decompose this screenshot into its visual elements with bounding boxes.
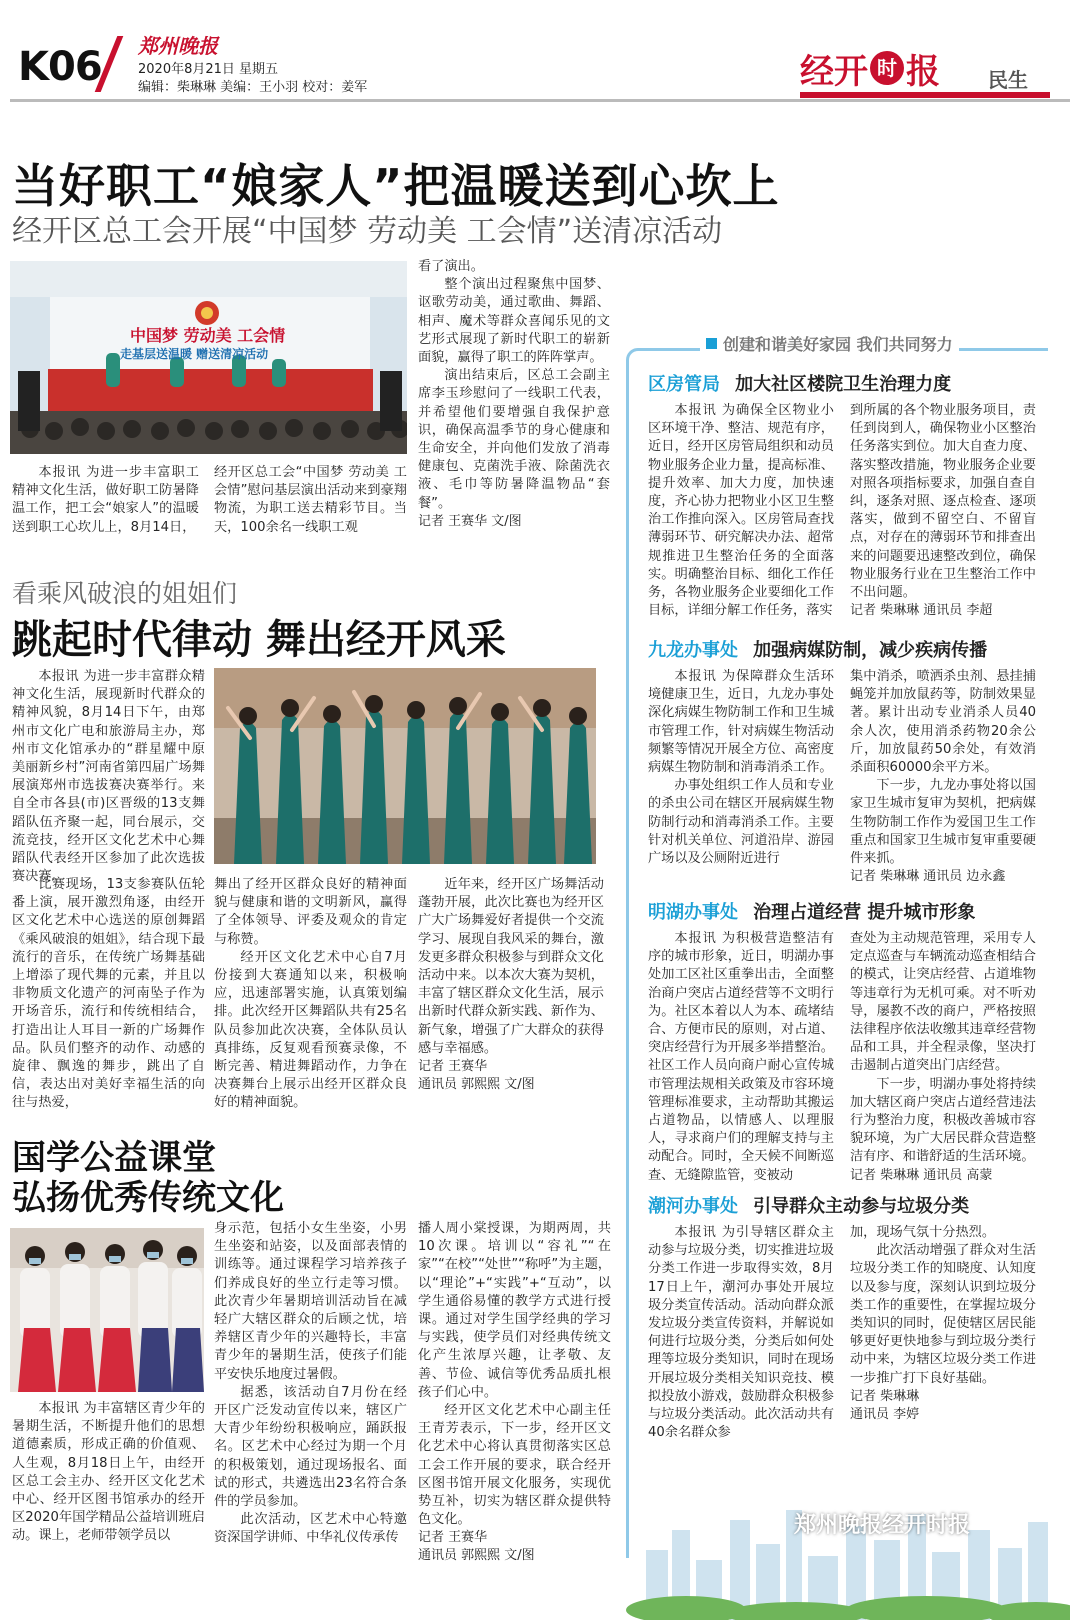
column-section: 民生 — [988, 68, 1028, 92]
article2-kicker: 看乘风破浪的姐姐们 — [12, 579, 238, 608]
article3-intro: 本报讯 为丰富辖区青少年的暑期生活，不断提升他们的思想道德素质，形成正确的价值观、人生观，8月18日上午，由经开区总工会主办、经开区文化艺术中心、经开区图书馆承办的经开区2020年国学精品公益培训班启动。课上，老师带领学员以 — [12, 1401, 205, 1544]
article2-photo — [214, 668, 596, 864]
article1-byline: 记者 王赛华 文/图 — [418, 513, 522, 529]
article2-col3: 近年来，经开区广场舞活动蓬勃开展，此次比赛也为经开区广大广场舞爱好者提供一个交流学习、展现自我风采的舞台，激发更多群众积极参与到群众文化活动中来。以本次大赛为契机，丰富了辖区群众文化生活，展示出新时代群众新实践、新作为、新气象，增强了广大群众的获得感与幸福感。 记者 王赛华 通讯员 郭熙熙 文/图 — [418, 877, 604, 1093]
sidebar-item-1-col2: 到所属的各个物业服务项目，责任到岗到人，确保物业小区整治任务落实到位。加大自查力度、落实整改措施，物业服务企业要对照各项指标要求，加强自查自纠，逐条对照、逐点检查、逐项落实，做到不留空白、不留盲点，对存在的薄弱环节和排查出来的问题要迅速整改到位，确保物业服务行业在卫生整治工作中不出问题。 记者 柴琳琳 通讯员 李超 — [850, 403, 1036, 619]
column-name — [800, 46, 940, 90]
article3-byline-2: 通讯员 郭熙熙 文/图 — [418, 1548, 535, 1564]
date-line: 2020年8月21日 星期五 — [138, 62, 279, 77]
masthead-gray-rule — [10, 99, 1070, 102]
sidebar-item-4-col1: 本报讯 为引导辖区群众主动参与垃圾分类，切实推进垃圾分类工作进一步取得实效，8月17日上午，潮河办事处开展垃圾分类宣传活动。活动向群众派发垃圾分类宣传资料，并解说如何进行垃圾分类，分类后如何处理等垃圾分类知识，同时在现场开展垃圾分类相关知识竞技、模拟投放小游戏，鼓励群众积极参与垃圾分类活动。此次活动共有40余名群众参 — [648, 1225, 834, 1441]
sidebar-item-4-title: 引导群众主动参与垃圾分类 — [753, 1196, 970, 1217]
watermark-text: 郑州晚报经开时报 — [794, 1513, 971, 1538]
article2-intro: 本报讯 为进一步丰富群众精神文化生活，展现新时代群众的精神风貌，8月14日下午，由郑州市文化广电和旅游局主办，郑州市文化馆承办的“群星耀中原 美丽新乡村”河南省第四届广场舞展演郑州市选拔赛决赛举行。来自全市各县(市)区晋级的13支舞蹈队伍齐聚一起，同台展示，交流竞技，经开区文化艺术中心舞蹈队代表经开区参加了此次选拔赛决赛。 — [12, 669, 205, 885]
article1-col3: 看了演出。 整个演出过程聚焦中国梦、讴歌劳动美，通过歌曲、舞蹈、相声、魔术等群众喜闻乐见的文艺形式展现了新时代职工的崭新面貌，赢得了职工的阵阵掌声。 演出结束后，区总工会副主席李玉珍慰问了一线职工代表，并希望他们要增强自我保护意识，确保高温季节的身心健康和生命安全，并向他们发放了消毒健康包、克菌洗手液、除菌洗衣液、毛巾等防暑降温物品“套餐”。 记者 王赛华 文/图 — [418, 259, 610, 529]
watermark — [760, 1508, 970, 1539]
article2-headline: 跳起时代律动 舞出经开风采 — [12, 617, 506, 663]
photo-banner-text-1: 中国梦 劳动美 工会情 — [130, 326, 286, 345]
sidebar-item-3-byline: 记者 柴琳琳 通讯员 高蒙 — [850, 1167, 993, 1183]
sidebar-item-1-col1: 本报讯 为确保全区物业小区环境干净、整洁、规范有序，近日，经开区房管局组织和动员物业服务企业力量，提高标准、提升效率、加大力度，加快速度，齐心协力把物业小区卫生整治工作推向深入。区房管局查找薄弱环节、研究解决办法、超常规推进卫生整治任务的全面落实。明确整治目标、细化工作任务，各物业服务企业要细化工作目标，详细分解工作任务，落实 — [648, 403, 834, 619]
sidebar-item-3-title: 治理占道经营 提升城市形象 — [753, 902, 976, 923]
article1-headline: 当好职工“娘家人”把温暖送到心坎上 — [12, 159, 780, 213]
sidebar-item-4-byline-2: 通讯员 李婷 — [850, 1406, 920, 1422]
sidebar-banner — [700, 332, 959, 355]
sidebar-item-3-col1: 本报讯 为积极营造整洁有序的城市形象，近日，明湖办事处加工区社区重拳出击，全面整治商户突店占道经营等不文明行为。社区本着以人为本、疏堵结合、方便市民的原则，对占道、突店经营行为开展多举措整治。社区工作人员向商户耐心宣传城市管理法规相关政策及市容环境管理标准要求，主动帮助其搬运占道物品，以情感人、以理服人，寻求商户们的理解支持与主动配合。同时，全天候不间断巡查、无缝隙监管，变被动 — [648, 931, 834, 1183]
sidebar-item-3-header — [648, 898, 975, 924]
article1-col2: 经开区总工会“中国梦 劳动美 工会情”慰问基层演出活动来到豪翔物流，为职工送去精彩节目。当天，100余名一线职工观 — [214, 465, 407, 535]
article1-photo — [10, 261, 407, 454]
sidebar-item-2-col2: 集中消杀，喷洒杀虫剂、悬挂捕蝇笼并加放鼠药等，防制效果显著。累计出动专业消杀人员40余人次，使用消杀药物20余公斤，加放鼠药50余处，有效消杀面积60000余平方米。 下一步，九龙办事处将以国家卫生城市复审为契机，把病媒生物防制工作作为爱国卫生工作重点和国家卫生城市复审重要硬件来抓。 记者 柴琳琳 通讯员 边永鑫 — [850, 669, 1036, 885]
masthead — [0, 0, 1080, 104]
paper-name: 郑州晚报 — [138, 34, 218, 58]
article1-col1: 本报讯 为进一步丰富职工精神文化生活，做好职工防暑降温工作，把工会“娘家人”的温暖送到职工心坎儿上，8月14日， — [12, 465, 199, 535]
masthead-red-rule — [800, 92, 1050, 98]
sidebar-item-1-dept: 区房管局 — [648, 374, 720, 395]
sidebar-item-1-title: 加大社区楼院卫生治理力度 — [735, 374, 952, 395]
article3-photo-art — [10, 1228, 204, 1392]
sidebar-item-2-header — [648, 636, 987, 662]
article3-col1: 身示范，包括小女生坐姿，小男生坐姿和站姿，以及面部表情的训练等。通过课程学习培养孩子们养成良好的坐立行走等习惯。此次青少年暑期培训活动旨在减轻广大辖区群众的后顾之忧，培养辖区青少年的兴趣特长，丰富青少年的暑期生活，使孩子们能平安快乐地度过暑假。 据悉，该活动自7月份在经开区广泛发动宣传以来，辖区广大青少年纷纷积极响应，踊跃报名。区艺术中心经过为期一个月的积极策划，通过现场报名、面试的形式，共遴选出23名符合条件的学员参加。 此次活动，区艺术中心特邀资深国学讲师、中华礼仪传承传 — [214, 1221, 407, 1546]
sidebar-item-1-byline: 记者 柴琳琳 通讯员 李超 — [850, 603, 993, 619]
article3-photo — [10, 1228, 204, 1392]
article2-byline-2: 通讯员 郭熙熙 文/图 — [418, 1077, 535, 1093]
banner-square-icon — [706, 338, 717, 349]
sidebar-item-2-byline: 记者 柴琳琳 通讯员 边永鑫 — [850, 869, 1006, 885]
article2-col1: 比赛现场，13支参赛队伍轮番上演，展开激烈角逐，由经开区文化艺术中心选送的原创舞蹈《乘风破浪的姐姐》，结合现下最流行的音乐，在传统广场舞基础上增添了现代舞的元素，并且以非物质文化遗产的河南坠子作为开场音乐，流行和传统相结合，打造出让人耳目一新的广场舞作品。队员们整齐的动作、动感的旋律、飘逸的舞步，跳出了自信，表达出对美好幸福生活的向往与热爱， — [12, 877, 205, 1111]
column-name-part2: 报 — [906, 51, 940, 92]
sidebar-item-4-header — [648, 1192, 969, 1218]
article2-col2: 舞出了经开区群众良好的精神面貌与健康和谐的文明新风，赢得了全体领导、评委及观众的肯定与称赞。 经开区文化艺术中心自7月份接到大赛通知以来，积极响应，迅速部署实施，认真策划编排。此次经开区舞蹈队共有25名队员参加此次决赛，全体队员认真排练，反复观看预赛录像，不断完善、精进舞蹈动作，力争在决赛舞台上展示出经开区群众良好的精神面貌。 — [214, 877, 407, 1111]
article3-headline-1: 国学公益课堂 — [12, 1138, 216, 1178]
sidebar-item-4-dept: 潮河办事处 — [648, 1196, 738, 1217]
column-name-part1: 经开 — [800, 51, 868, 92]
column-badge: 时 — [870, 51, 904, 85]
skyline-art — [626, 1470, 1070, 1620]
article2-photo-art — [214, 668, 596, 864]
sidebar-banner-text: 创建和谐美好家园 我们共同努力 — [723, 335, 953, 354]
article2-byline-1: 记者 王赛华 — [418, 1059, 488, 1075]
sidebar-item-4-byline-1: 记者 柴琳琳 — [850, 1388, 920, 1404]
sidebar-item-1-header — [648, 370, 951, 396]
photo-banner-text-2: 走基层送温暖 赠送清凉活动 — [120, 347, 269, 361]
sidebar-item-4-col2: 加，现场气氛十分热烈。 此次活动增强了群众对生活垃圾分类工作的知晓度、认知度以及参与度，深刻认识到垃圾分类工作的重要性，在掌握垃圾分类知识的同时，促使辖区居民能够更好更快地参与到垃圾分类行动中来，为辖区垃圾分类工作进一步推广打下良好基础。 记者 柴琳琳 通讯员 李婷 — [850, 1225, 1036, 1422]
page-number: K06 — [18, 44, 102, 90]
sidebar-item-3-dept: 明湖办事处 — [648, 902, 738, 923]
sidebar-item-2-dept: 九龙办事处 — [648, 640, 738, 661]
article3-col2: 播人周小棠授课，为期两周，共10次课。培训以“容礼”“在家”“在校”“处世”“称呼”为主题，以“理论”+“实践”+“互动”，以学生通俗易懂的教学方式进行授课。通过对学生国学经典的学习与实践，使学员们对经典传统文化产生浓厚兴趣，让孝敬、友善、节俭、诚信等优秀品质扎根孩子们心中。 经开区文化艺术中心副主任王青芳表示，下一步，经开区文化艺术中心将认真贯彻落实区总工会工作开展的要求，联合经开区图书馆开展文化服务，实现优势互补，切实为辖区群众提供特色文化。 记者 王赛华 通讯员 郭熙熙 文/图 — [418, 1221, 611, 1564]
article1-subheadline: 经开区总工会开展“中国梦 劳动美 工会情”送清凉活动 — [12, 214, 723, 249]
sidebar-item-2-col1: 本报讯 为保障群众生活环境健康卫生，近日，九龙办事处深化病媒生物防制工作和卫生城市管理工作，针对病媒生物活动频繁等情况开展全方位、高密度病媒生物防制和消毒消杀工作。 办事处组织工作人员和专业的杀虫公司在辖区开展病媒生物防制行动和消毒消杀工作。主要针对机关单位、河道沿岸、游园广场以及公厕附近进行 — [648, 669, 834, 867]
editors-line: 编辑：柴琳琳 美编：王小羽 校对：姜军 — [138, 80, 368, 95]
sidebar-item-2-title: 加强病媒防制，减少疾病传播 — [753, 640, 988, 661]
skyline-decoration — [626, 1470, 1070, 1620]
sidebar-item-3-col2: 查处为主动规范管理，采用专人定点巡查与车辆流动巡查相结合的模式，让突店经营、占道堆物等违章行为无机可乘。对不听劝导，屡教不改的商户，严格按照法律程序依法收缴其违章经营物品和工具，并全程录像，坚决打击遏制占道突出门店经营。 下一步，明湖办事处将持续加大辖区商户突店占道经营违法行为整治力度，积极改善城市容貌环境，为广大居民群众营造整洁有序、和谐舒适的生活环境。 记者 柴琳琳 通讯员 高蒙 — [850, 931, 1036, 1183]
article3-headline-2: 弘扬优秀传统文化 — [12, 1178, 284, 1218]
wechat-icon — [760, 1513, 786, 1535]
article3-byline-1: 记者 王赛华 — [418, 1530, 488, 1546]
